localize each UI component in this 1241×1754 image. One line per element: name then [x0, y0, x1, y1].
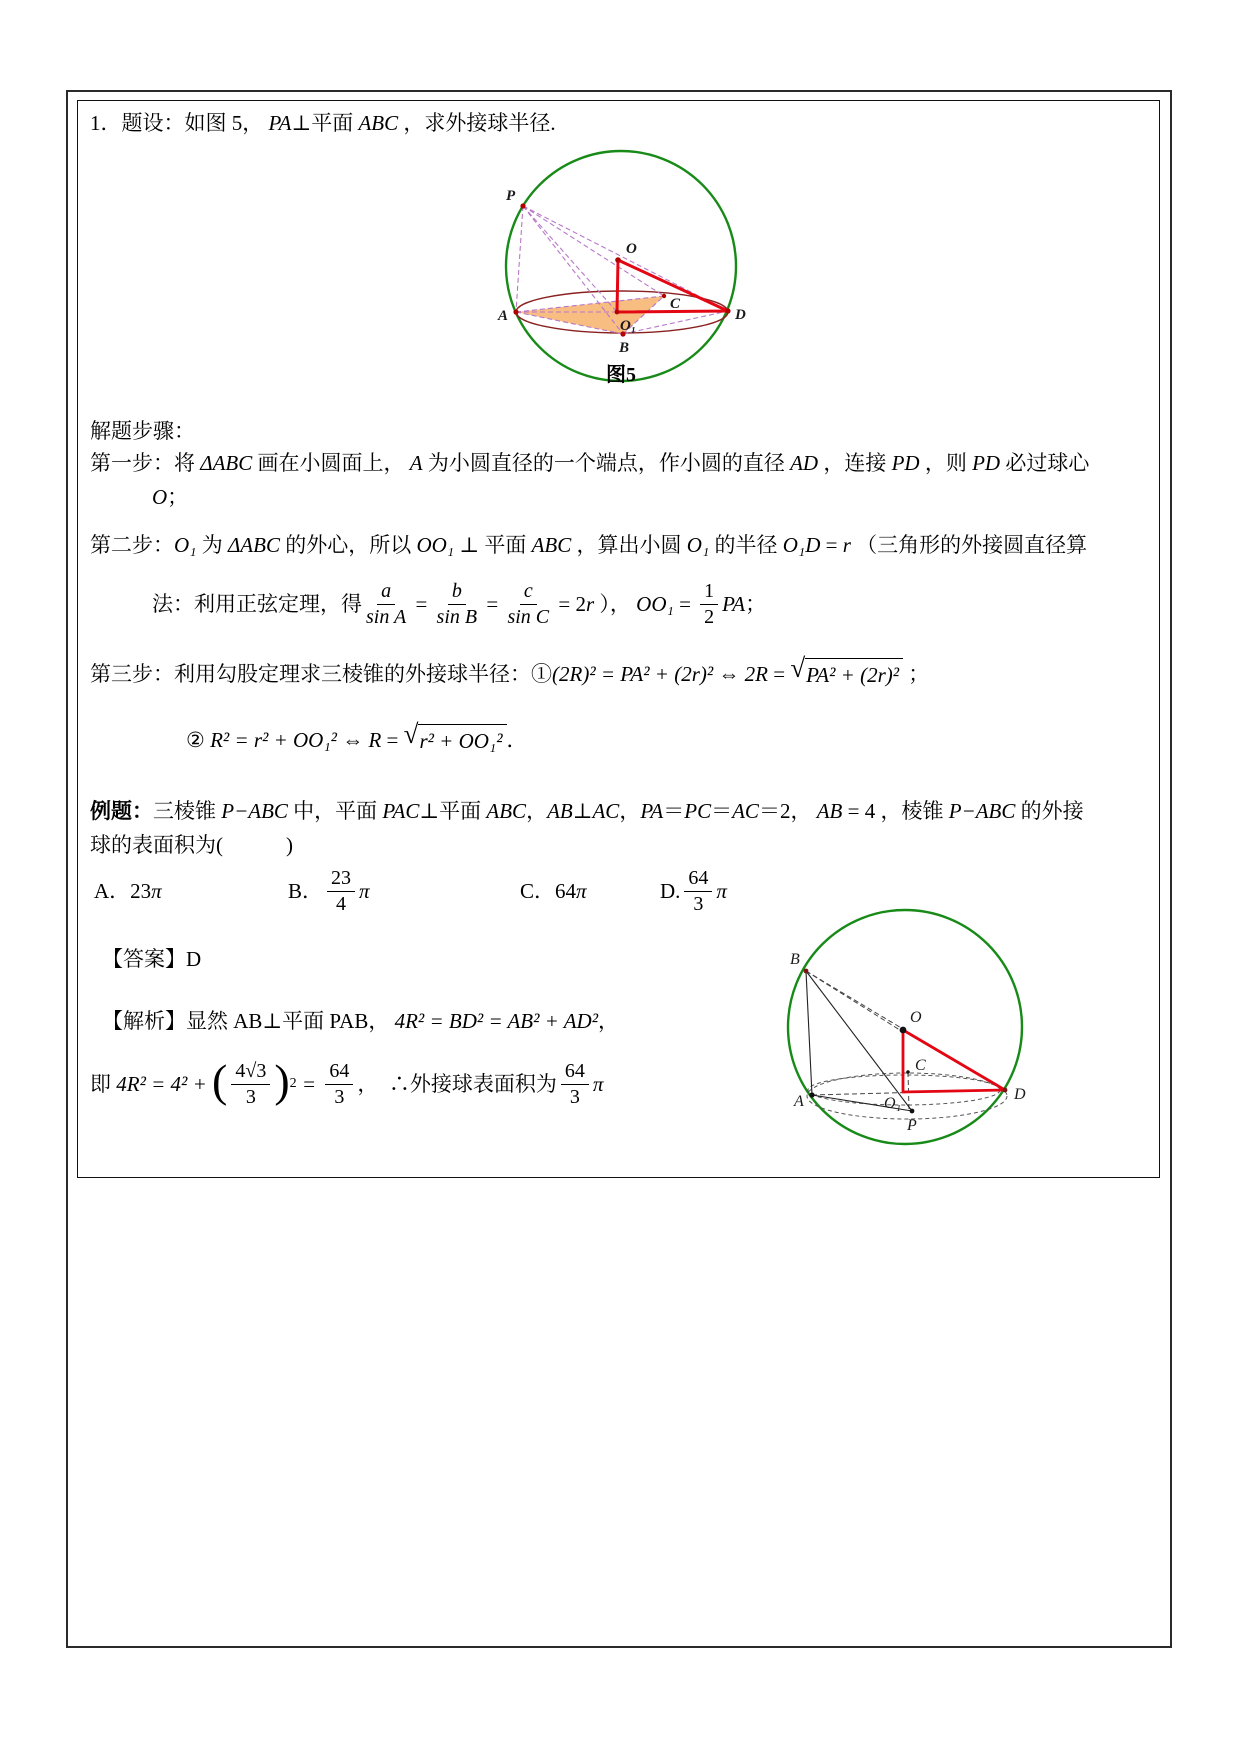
text-segment: 第二步： — [90, 533, 174, 557]
text-segment: 的半径 — [709, 533, 783, 557]
option-d — [660, 862, 727, 920]
text-segment: P−ABC — [948, 799, 1016, 823]
fraction — [437, 580, 478, 628]
fraction-numerator: 64 — [325, 1060, 353, 1084]
step1-line2 — [152, 482, 188, 512]
text-segment: 的外心，所以 — [279, 533, 417, 557]
text-segment: ＝2， — [758, 799, 817, 823]
text-segment: AC — [592, 799, 620, 823]
text-segment: π — [592, 1071, 604, 1096]
text-segment: 即 — [90, 1071, 117, 1096]
text-segment: = — [820, 533, 843, 557]
text-segment: ）， — [594, 591, 637, 616]
text-segment: = — [410, 591, 433, 616]
radicand: PA² + (2r)² — [805, 658, 903, 690]
text-segment: PAC — [382, 799, 420, 823]
fraction-numerator: 4√3 — [231, 1060, 270, 1084]
text-segment: O₁D — [782, 533, 821, 557]
text-segment: A — [409, 451, 423, 475]
label-C: C — [915, 1057, 926, 1074]
text-segment: （三角形的外接圆直径算 — [850, 533, 1088, 557]
text-segment: ABC — [358, 111, 399, 135]
text-segment: ， — [619, 799, 641, 823]
fraction — [507, 580, 549, 628]
sqrt-expression — [790, 652, 903, 690]
text-segment: AB — [816, 799, 843, 823]
text-segment: C．64 — [520, 878, 577, 903]
text-segment: (2R)² = PA² + (2r)² — [552, 661, 714, 686]
radicand: r² + OO₁² — [418, 724, 506, 756]
fraction-numerator: a — [377, 580, 395, 604]
fraction-numerator: 64 — [561, 1060, 589, 1084]
text-segment: ⊥ 平面 — [454, 533, 532, 557]
text-segment: ⊥平面 — [419, 799, 487, 823]
label-A: A — [498, 308, 509, 324]
solid-lines — [806, 971, 912, 1111]
big-paren-open: ( — [212, 1055, 228, 1107]
step1-line1 — [90, 448, 1089, 478]
text-segment: π — [359, 878, 370, 903]
label-D: D — [1014, 1086, 1026, 1103]
text-segment: ，求外接球半径. — [398, 111, 556, 135]
text-segment: ； — [903, 661, 930, 686]
text-segment: 画在小圆面上， — [252, 451, 410, 475]
text-segment: 4R² = 4² + — [116, 1071, 213, 1096]
text-segment: = — [296, 1071, 322, 1096]
text-segment: P−ABC — [221, 799, 288, 823]
text-segment: ⇔ — [336, 727, 369, 752]
fraction — [700, 580, 718, 628]
text-segment: = — [673, 591, 697, 616]
text-segment: 1．题设：如图 5， — [90, 111, 269, 135]
text-segment: 的外接 — [1015, 799, 1084, 823]
fraction-numerator: 1 — [700, 580, 718, 604]
label-A: A — [794, 1093, 804, 1110]
text-segment: 第一步：将 — [90, 451, 201, 475]
text-segment: 2R — [744, 661, 768, 686]
label-B: B — [619, 340, 630, 356]
text-segment: π — [151, 878, 162, 903]
fraction — [325, 1060, 353, 1108]
label-B: B — [790, 951, 800, 968]
text-segment: ⊥ — [572, 799, 593, 823]
text-segment: OO₁ — [416, 533, 455, 557]
text-segment: ． — [506, 727, 528, 752]
text-segment: B． — [288, 878, 324, 903]
option-b — [288, 862, 370, 920]
example-line2 — [90, 830, 293, 860]
fraction-numerator: c — [520, 580, 537, 604]
analysis-line — [102, 1006, 619, 1036]
text-segment: AB — [547, 799, 573, 823]
big-paren-close: ) — [274, 1055, 290, 1107]
fraction — [231, 1060, 270, 1108]
dashed-ellipses — [807, 1073, 1007, 1119]
text-segment: ； — [745, 591, 767, 616]
figure5-diagram — [440, 138, 810, 390]
fraction-denominator: 3 — [245, 1085, 256, 1108]
fraction-denominator: 2 — [704, 605, 715, 628]
example-figure-diagram — [778, 898, 1040, 1156]
text-segment: ABC — [486, 799, 527, 823]
step3-line1 — [90, 650, 929, 698]
text-segment: PA — [268, 111, 292, 135]
step2-line1 — [90, 530, 1087, 560]
text-segment: ΔABC — [200, 451, 253, 475]
option-a — [94, 862, 162, 920]
text-segment: ② — [186, 727, 211, 752]
fraction-denominator: 3 — [569, 1085, 580, 1108]
text-segment: 为 — [196, 533, 228, 557]
text-segment: = 4 ，棱锥 — [842, 799, 949, 823]
text-segment: ， ∴外接球表面积为 — [357, 1071, 557, 1096]
text-segment: OO₁ — [636, 591, 674, 616]
fraction-numerator: 23 — [327, 867, 355, 891]
label-P: P — [907, 1117, 917, 1134]
radical-sign: √ — [790, 652, 806, 683]
text-segment: ； — [167, 485, 189, 509]
fraction — [684, 867, 712, 915]
text-segment: PC — [684, 799, 712, 823]
label-P: P — [506, 188, 516, 204]
text-segment: 【解析】显然 AB⊥平面 PAB， — [102, 1009, 395, 1033]
text-segment: O₁ — [174, 533, 197, 557]
text-segment: ，算出小圆 — [571, 533, 687, 557]
text-segment: 中，平面 — [287, 799, 383, 823]
text-segment: = — [381, 727, 404, 752]
fraction — [327, 867, 355, 915]
text-segment: π — [576, 878, 587, 903]
text-segment: O — [152, 485, 168, 509]
text-segment: ＝ — [711, 799, 733, 823]
label-O: O — [626, 241, 637, 257]
label-O: O — [910, 1009, 922, 1026]
text-segment: = — [481, 591, 504, 616]
step2-line2 — [152, 570, 766, 638]
text-segment: r — [842, 533, 851, 557]
text-segment: 三棱锥 — [153, 799, 222, 823]
fraction-denominator: sin A — [366, 605, 407, 628]
text-segment: 法：利用正弦定理，得 — [152, 591, 362, 616]
text-segment: 解题步骤： — [90, 419, 195, 443]
fraction-denominator: 3 — [334, 1085, 345, 1108]
text-segment: 例题： — [90, 799, 153, 823]
text-segment: ⊥平面 — [291, 111, 359, 135]
text-segment: D — [186, 947, 202, 971]
text-segment: 球的表面积为( ) — [90, 833, 293, 857]
conclusion-line — [90, 1050, 603, 1118]
label-O1: O₁ — [884, 1095, 902, 1112]
text-segment: ， — [598, 1009, 620, 1033]
text-segment: 为小圆直径的一个端点，作小圆的直径 — [422, 451, 791, 475]
fraction-denominator: sin C — [507, 605, 550, 628]
answer-line — [102, 944, 201, 974]
text-segment: r — [585, 591, 595, 616]
text-segment: R — [368, 727, 382, 752]
label-C: C — [670, 296, 681, 312]
fraction — [561, 1060, 589, 1108]
text-segment: = — [767, 661, 791, 686]
text-segment: = 2 — [553, 591, 586, 616]
text-segment: PD — [972, 451, 1001, 475]
text-segment: AC — [732, 799, 759, 823]
step3-line2 — [186, 714, 528, 766]
text-segment: ，则 — [919, 451, 973, 475]
text-segment: 第三步：利用勾股定理求三棱锥的外接球半径：① — [90, 661, 552, 686]
option-c — [520, 862, 587, 920]
fraction-numerator: 64 — [684, 867, 712, 891]
text-segment: PD — [891, 451, 920, 475]
example-line1 — [90, 796, 1084, 826]
radical-sign: √ — [403, 718, 419, 749]
text-segment: ⇔ — [713, 661, 745, 686]
text-segment: 【答案】 — [102, 947, 186, 971]
text-segment: 必过球心 — [1000, 451, 1090, 475]
fraction-denominator: sin B — [436, 605, 478, 628]
text-segment: O₁ — [686, 533, 710, 557]
text-segment: ，连接 — [818, 451, 892, 475]
triangle-abc-shade — [516, 296, 664, 334]
steps-heading — [90, 416, 195, 446]
text-segment: AD — [790, 451, 819, 475]
fraction-numerator: b — [448, 580, 466, 604]
text-segment: ΔABC — [227, 533, 280, 557]
text-segment: ＝ — [663, 799, 685, 823]
figure5-labels — [497, 188, 746, 356]
problem-statement — [90, 108, 556, 138]
label-O1: O₁ — [620, 318, 637, 334]
fraction — [366, 580, 406, 628]
text-segment: ， — [526, 799, 548, 823]
dashed-lines — [806, 971, 1005, 1110]
sqrt-expression — [403, 718, 507, 756]
text-segment: 4R² = BD² = AB² + AD² — [394, 1009, 599, 1033]
figure5-caption: 图5 — [606, 364, 636, 386]
text-segment: π — [716, 878, 727, 903]
text-segment: PA — [722, 591, 746, 616]
text-segment: A．23 — [94, 878, 152, 903]
text-segment: ABC — [531, 533, 572, 557]
label-D: D — [735, 307, 746, 323]
fraction-denominator: 4 — [336, 892, 347, 915]
text-segment: PA — [640, 799, 664, 823]
fraction-denominator: 3 — [693, 892, 704, 915]
text-segment: D. — [660, 878, 681, 903]
exponent: 2 — [289, 1075, 297, 1091]
text-segment: R² = r² + OO₁² — [210, 727, 337, 752]
